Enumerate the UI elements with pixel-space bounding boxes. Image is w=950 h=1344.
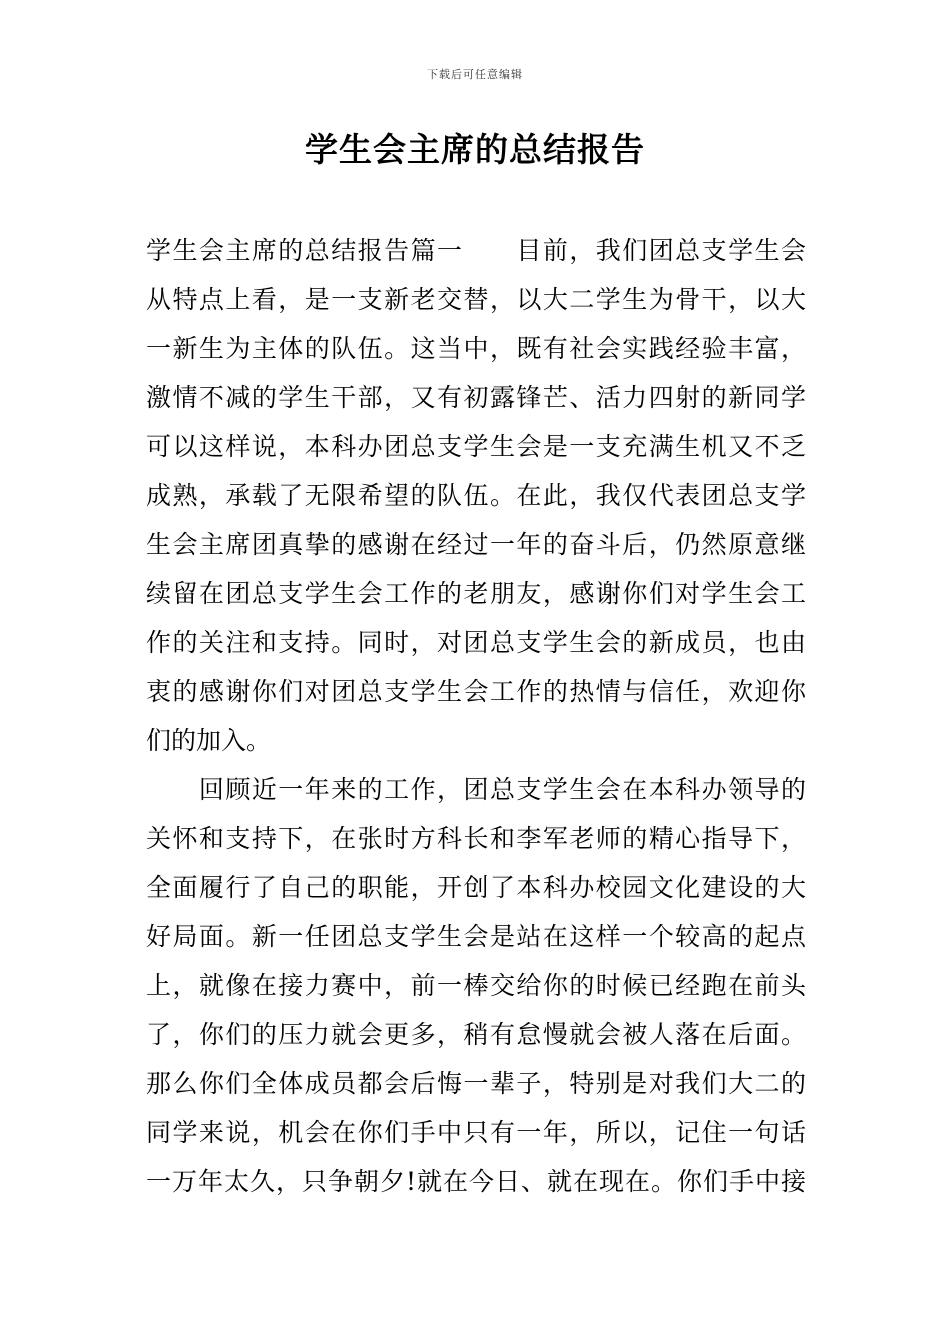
body-line: 衷的感谢你们对团总支学生会工作的热情与信任，欢迎你 <box>146 677 806 706</box>
body-line: 成熟，承载了无限希望的队伍。在此，我仅代表团总支学 <box>146 481 806 510</box>
header-note: 下载后可任意编辑 <box>427 68 523 81</box>
body-line: 同学来说，机会在你们手中只有一年，所以，记住一句话 <box>146 1118 806 1147</box>
body-line: 一万年太久，只争朝夕!就在今日、就在现在。你们手中接 <box>146 1167 806 1196</box>
body-line: 回顾近一年来的工作，团总支学生会在本科办领导的 <box>146 775 806 804</box>
body-line: 激情不减的学生干部，又有初露锋芒、活力四射的新同学 <box>146 383 806 412</box>
body-line: 们的加入。 <box>146 726 272 755</box>
body-line: 上，就像在接力赛中，前一棒交给你的时候已经跑在前头 <box>146 971 806 1000</box>
document-title: 学生会主席的总结报告 <box>305 130 645 169</box>
body-line: 关怀和支持下，在张时方科长和李军老师的精心指导下， <box>146 824 806 853</box>
body-line: 全面履行了自己的职能，开创了本科办校园文化建设的大 <box>146 873 806 902</box>
body-line: 可以这样说，本科办团总支学生会是一支充满生机又不乏 <box>146 432 806 461</box>
body-line: 好局面。新一任团总支学生会是站在这样一个较高的起点 <box>146 922 806 951</box>
body-line: 那么你们全体成员都会后悔一辈子，特别是对我们大二的 <box>146 1069 806 1098</box>
body-line: 从特点上看，是一支新老交替，以大二学生为骨干，以大 <box>146 285 806 314</box>
body-line: 续留在团总支学生会工作的老朋友，感谢你们对学生会工 <box>146 579 806 608</box>
body-line: 作的关注和支持。同时，对团总支学生会的新成员，也由 <box>146 628 806 657</box>
body-line: 一新生为主体的队伍。这当中，既有社会实践经验丰富， <box>146 334 806 363</box>
body-line: 学生会主席的总结报告篇一 目前，我们团总支学生会 <box>146 236 806 265</box>
body-line: 了，你们的压力就会更多，稍有怠慢就会被人落在后面。 <box>146 1020 806 1049</box>
document-body <box>146 226 806 1206</box>
body-line: 生会主席团真挚的感谢在经过一年的奋斗后，仍然原意继 <box>146 530 806 559</box>
